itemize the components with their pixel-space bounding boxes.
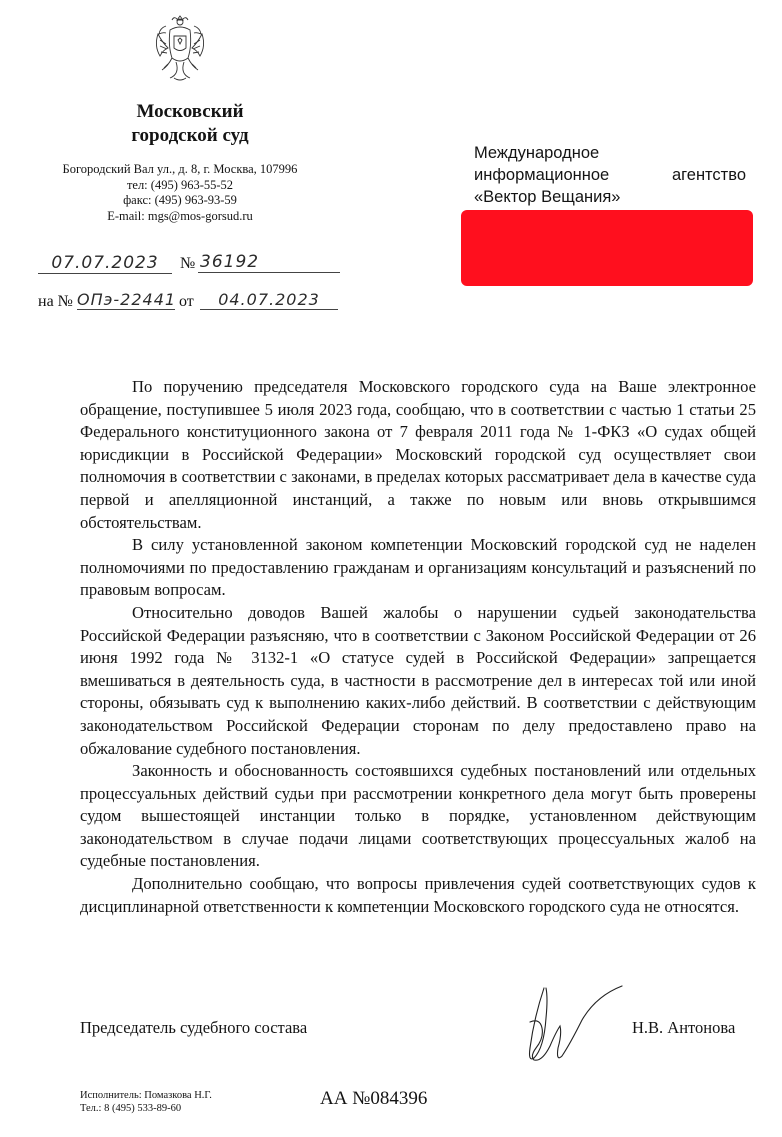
paragraph-3: Относительно доводов Вашей жалобы о нарушении судьей законодательства Российской Федерации разъясняю, что в соответствии с Законом Российской Федерации от 26 июня 1992 года № 3132-1 «О статусе судей в Российской Федерации» запрещается вмешиваться в деятельность суда, в частности в рассмотрение дел в интересах той или иной стороны, обязывать суд к выполнению каких-либо действий. В соответствии с действующим законодательством Российской Федерации сторонам по делу предоставлено право на обжалование судебного постановления. xyxy=(80,602,756,758)
executor-info xyxy=(80,1089,212,1115)
number-label: № xyxy=(180,255,196,272)
incoming-date: 04.07.2023 xyxy=(200,290,338,310)
signatory-title: Председатель судебного состава xyxy=(80,1018,308,1037)
paragraph-1: По поручению председателя Московского городского суда на Ваше электронное обращение, поступившее 5 июля 2023 года, сообщаю, что в соответствии с частью 1 статьи 25 Федерального конституционного закона от 7 февраля 2011 года № 1-ФКЗ «О судах общей юрисдикции в Российской Федерации» Московский городской суд осуществляет свои полномочия в соответствии с законами, в пределах которых рассматривает дела в качестве суда первой и апелляционной инстанций, а также по новым или вновь открывшимся обстоятельствам. xyxy=(80,377,756,532)
redacted-recipient-details xyxy=(461,210,753,286)
court-name-line1: Московский xyxy=(136,101,244,122)
outgoing-date: 07.07.2023 xyxy=(38,253,172,274)
signatory-name: Н.В. Антонова xyxy=(632,1018,736,1037)
paragraph-5: Дополнительно сообщаю, что вопросы привлечения судей соответствующих судов к дисциплинарной ответственности к компетенции Московского городского суда не относятся. xyxy=(80,874,756,916)
court-name xyxy=(80,100,300,148)
recipient-line2-b: агентство xyxy=(671,166,746,184)
court-contacts xyxy=(30,162,330,224)
executor-name: Исполнитель: Помазкова Н.Г. xyxy=(80,1090,212,1101)
court-fax: факс: (495) 963-93-59 xyxy=(123,193,237,207)
executor-phone: Тел.: 8 (495) 533-89-60 xyxy=(80,1103,182,1114)
paragraph-4: Законность и обоснованность состоявшихся судебных постановлений или отдельных процессуальных действий судьи при рассмотрении конкретного дела могут быть проверены судом вышестоящей инстанции только в порядке, установленном действующим законодательством в случае подачи лицами соответствующих процессуальных жалоб на судебные постановления. xyxy=(80,761,756,871)
form-serial-number: АА №084396 xyxy=(320,1088,428,1109)
court-name-line2: городской суд xyxy=(131,125,249,146)
court-phone: тел: (495) 963-55-52 xyxy=(126,177,234,192)
incoming-number-label: на № xyxy=(38,293,73,310)
recipient-line1: Международное xyxy=(474,144,600,162)
recipient-block xyxy=(474,142,746,208)
recipient-line2 xyxy=(474,164,746,186)
incoming-number: ОПэ-22441 xyxy=(77,290,177,309)
handwritten-signature xyxy=(500,982,630,1072)
outgoing-number: 36192 xyxy=(198,252,340,273)
double-headed-eagle-emblem-icon xyxy=(152,12,208,84)
incoming-date-label: от xyxy=(179,293,194,310)
court-address: Богородский Вал ул., д. 8, г. Москва, 107996 xyxy=(62,162,298,176)
recipient-line3: «Вектор Вещания» xyxy=(474,188,621,206)
recipient-line2-a: информационное xyxy=(474,166,610,184)
letter-body xyxy=(80,376,756,918)
paragraph-2: В силу установленной законом компетенции Московский городской суд не наделен полномочиями по предоставлению гражданам и организациям консультаций и разъяснений по правовым вопросам. xyxy=(80,535,756,600)
court-email: E-mail: mgs@mos-gorsud.ru xyxy=(107,208,253,223)
